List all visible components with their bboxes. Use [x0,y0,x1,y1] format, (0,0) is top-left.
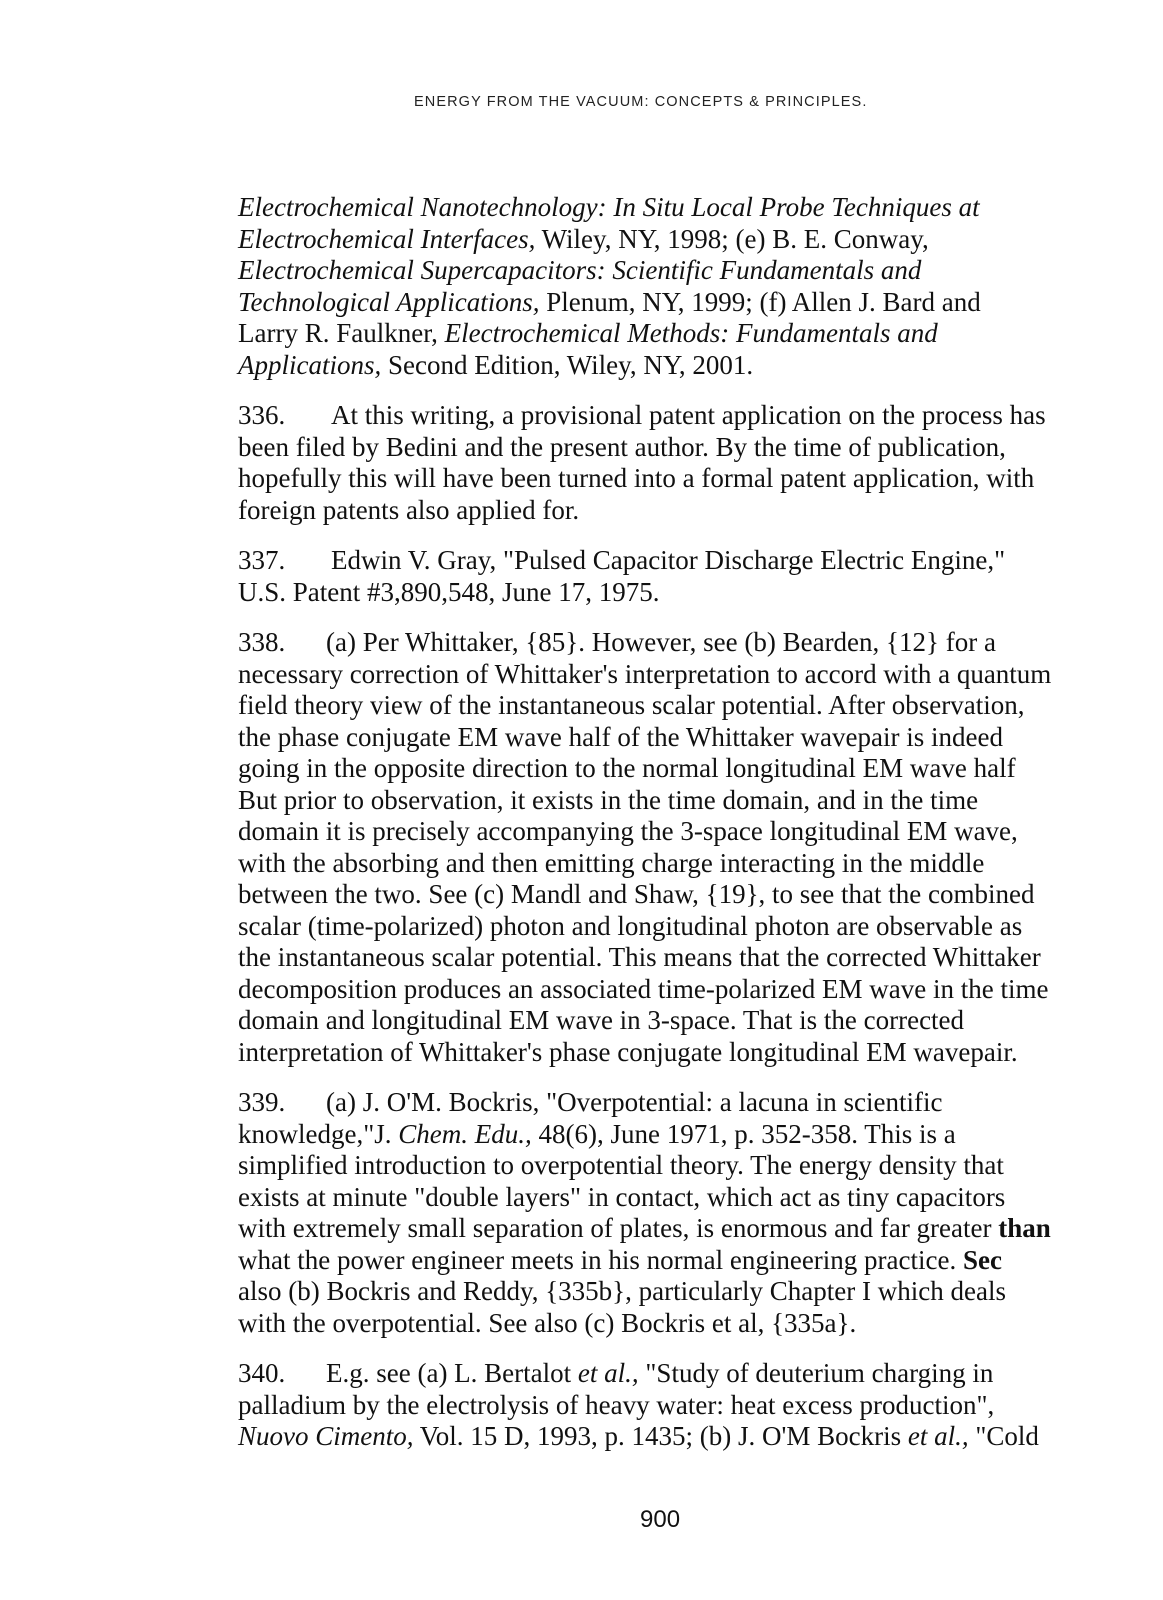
text-line: scalar (time-polarized) photon and longitudinal photon are observable as [238,910,1023,941]
text-segment: 48(6), June 1971, p. 352-358. This is a [531,1118,956,1149]
text-line: simplified introduction to overpotential theory. The energy density that [238,1150,1004,1180]
text-line: the phase conjugate EM wave half of the Whittaker wavepair is indeed [238,721,1003,752]
text-line [238,1119,1098,1151]
text-line [238,1213,1098,1245]
text-line [238,350,1098,382]
italic-title: Technological Applications, [238,286,540,317]
note-number: 338. [238,627,286,657]
text-line [238,287,1098,319]
text-segment: with extremely small separation of plates, is enormous and far greater [238,1213,999,1243]
text-segment: At this writing, a provisional patent application on the process has [331,400,1046,430]
text-line [238,318,1098,350]
italic-abbrev: et al., [577,1358,639,1388]
note-number: 337. [238,545,286,575]
text-line [238,545,1098,577]
page-body [238,192,1098,1453]
text-line: going in the opposite direction to the normal longitudinal EM wave half [238,753,1016,783]
bold-word: than [998,1213,1051,1243]
text-line [238,400,1098,432]
running-header: ENERGY FROM THE VACUUM: CONCEPTS & PRINCIPLES. [414,94,868,110]
text-line: necessary correction of Whittaker's interpretation to accord with a quantum [238,658,1052,689]
text-line: decomposition produces an associated time-polarized EM wave in the time [238,973,1049,1004]
endnote-336 [238,400,1098,526]
text-line: hopefully this will have been turned into a formal patent application, with [238,463,1035,493]
reference-continuation [238,192,1098,381]
text-line: domain it is precisely accompanying the 3-space longitudinal EM wave, [238,816,1018,846]
italic-title: Electrochemical Supercapacitors: Scientific Fundamentals and [238,255,922,285]
endnote-339 [238,1087,1098,1339]
text-line [238,192,1098,224]
text-line: with the overpotential. See also (c) Bockris et al, {335a}. [238,1307,857,1338]
text-line: domain and longitudinal EM wave in 3-space. That is the corrected [238,1005,965,1035]
text-segment: (a) J. O'M. Bockris, "Overpotential: a lacuna in scientific [326,1087,943,1117]
text-segment: Edwin V. Gray, "Pulsed Capacitor Discharge Electric Engine," [331,545,1006,575]
text-segment: Wiley, NY, 1998; (e) B. E. Conway, [535,223,929,254]
text-line: U.S. Patent #3,890,548, June 17, 1975. [238,576,660,607]
text-line: also (b) Bockris and Reddy, {335b}, particularly Chapter I which deals [238,1276,1006,1306]
text-line [238,1087,1098,1119]
text-line: between the two. See (c) Mandl and Shaw, {19}, to see that the combined [238,879,1035,909]
text-line [238,1245,1098,1277]
text-segment: "Cold [968,1421,1039,1451]
text-line: foreign patents also applied for. [238,494,580,525]
italic-title: Electrochemical Interfaces, [238,223,536,254]
italic-title: Applications, [238,349,382,380]
italic-abbrev: et al., [907,1421,969,1451]
text-line: exists at minute "double layers" in contact, which act as tiny capacitors [238,1181,1006,1212]
italic-journal: Chem. Edu., [398,1118,532,1149]
text-segment: "Study of deuterium charging in [638,1358,994,1388]
bold-word: Sec [962,1244,1002,1275]
italic-title: Electrochemical Nanotechnology: In Situ Local Probe Techniques at [238,192,980,222]
text-line: the instantaneous scalar potential. This means that the corrected Whittaker [238,942,1041,972]
note-number: 336. [238,400,286,430]
endnote-337 [238,545,1098,608]
text-segment: E.g. see (a) L. Bertalot [326,1358,578,1388]
text-segment: what the power engineer meets in his normal engineering practice. [238,1244,963,1275]
text-line [238,255,1098,287]
text-line: with the absorbing and then emitting charge interacting in the middle [238,847,985,878]
text-line [238,1421,1098,1453]
page-number: 900 [640,1506,681,1533]
text-segment: Larry R. Faulkner, [238,318,445,348]
text-segment: Vol. 15 D, 1993, p. 1435; (b) J. O'M Bockris [413,1421,908,1451]
text-line: But prior to observation, it exists in the time domain, and in the time [238,784,979,815]
text-segment: knowledge,"J. [238,1118,399,1149]
text-segment: Plenum, NY, 1999; (f) Allen J. Bard and [539,286,981,317]
text-line: palladium by the electrolysis of heavy water: heat excess production", [238,1389,995,1420]
italic-title: Electrochemical Methods: Fundamentals and [444,318,938,348]
text-line [238,1358,1098,1390]
text-line: been filed by Bedini and the present author. By the time of publication, [238,431,1006,462]
text-line [238,627,1098,659]
endnote-338 [238,627,1098,1068]
text-segment: Second Edition, Wiley, NY, 2001. [381,349,754,380]
text-segment: (a) Per Whittaker, {85}. However, see (b) Bearden, {12} for a [326,627,996,657]
note-number: 339. [238,1087,286,1117]
italic-journal: Nuovo Cimento, [238,1421,414,1451]
endnote-340 [238,1358,1098,1453]
text-line: field theory view of the instantaneous scalar potential. After observation, [238,690,1025,720]
text-line: interpretation of Whittaker's phase conjugate longitudinal EM wavepair. [238,1036,1018,1067]
text-line [238,224,1098,256]
note-number: 340. [238,1358,286,1388]
